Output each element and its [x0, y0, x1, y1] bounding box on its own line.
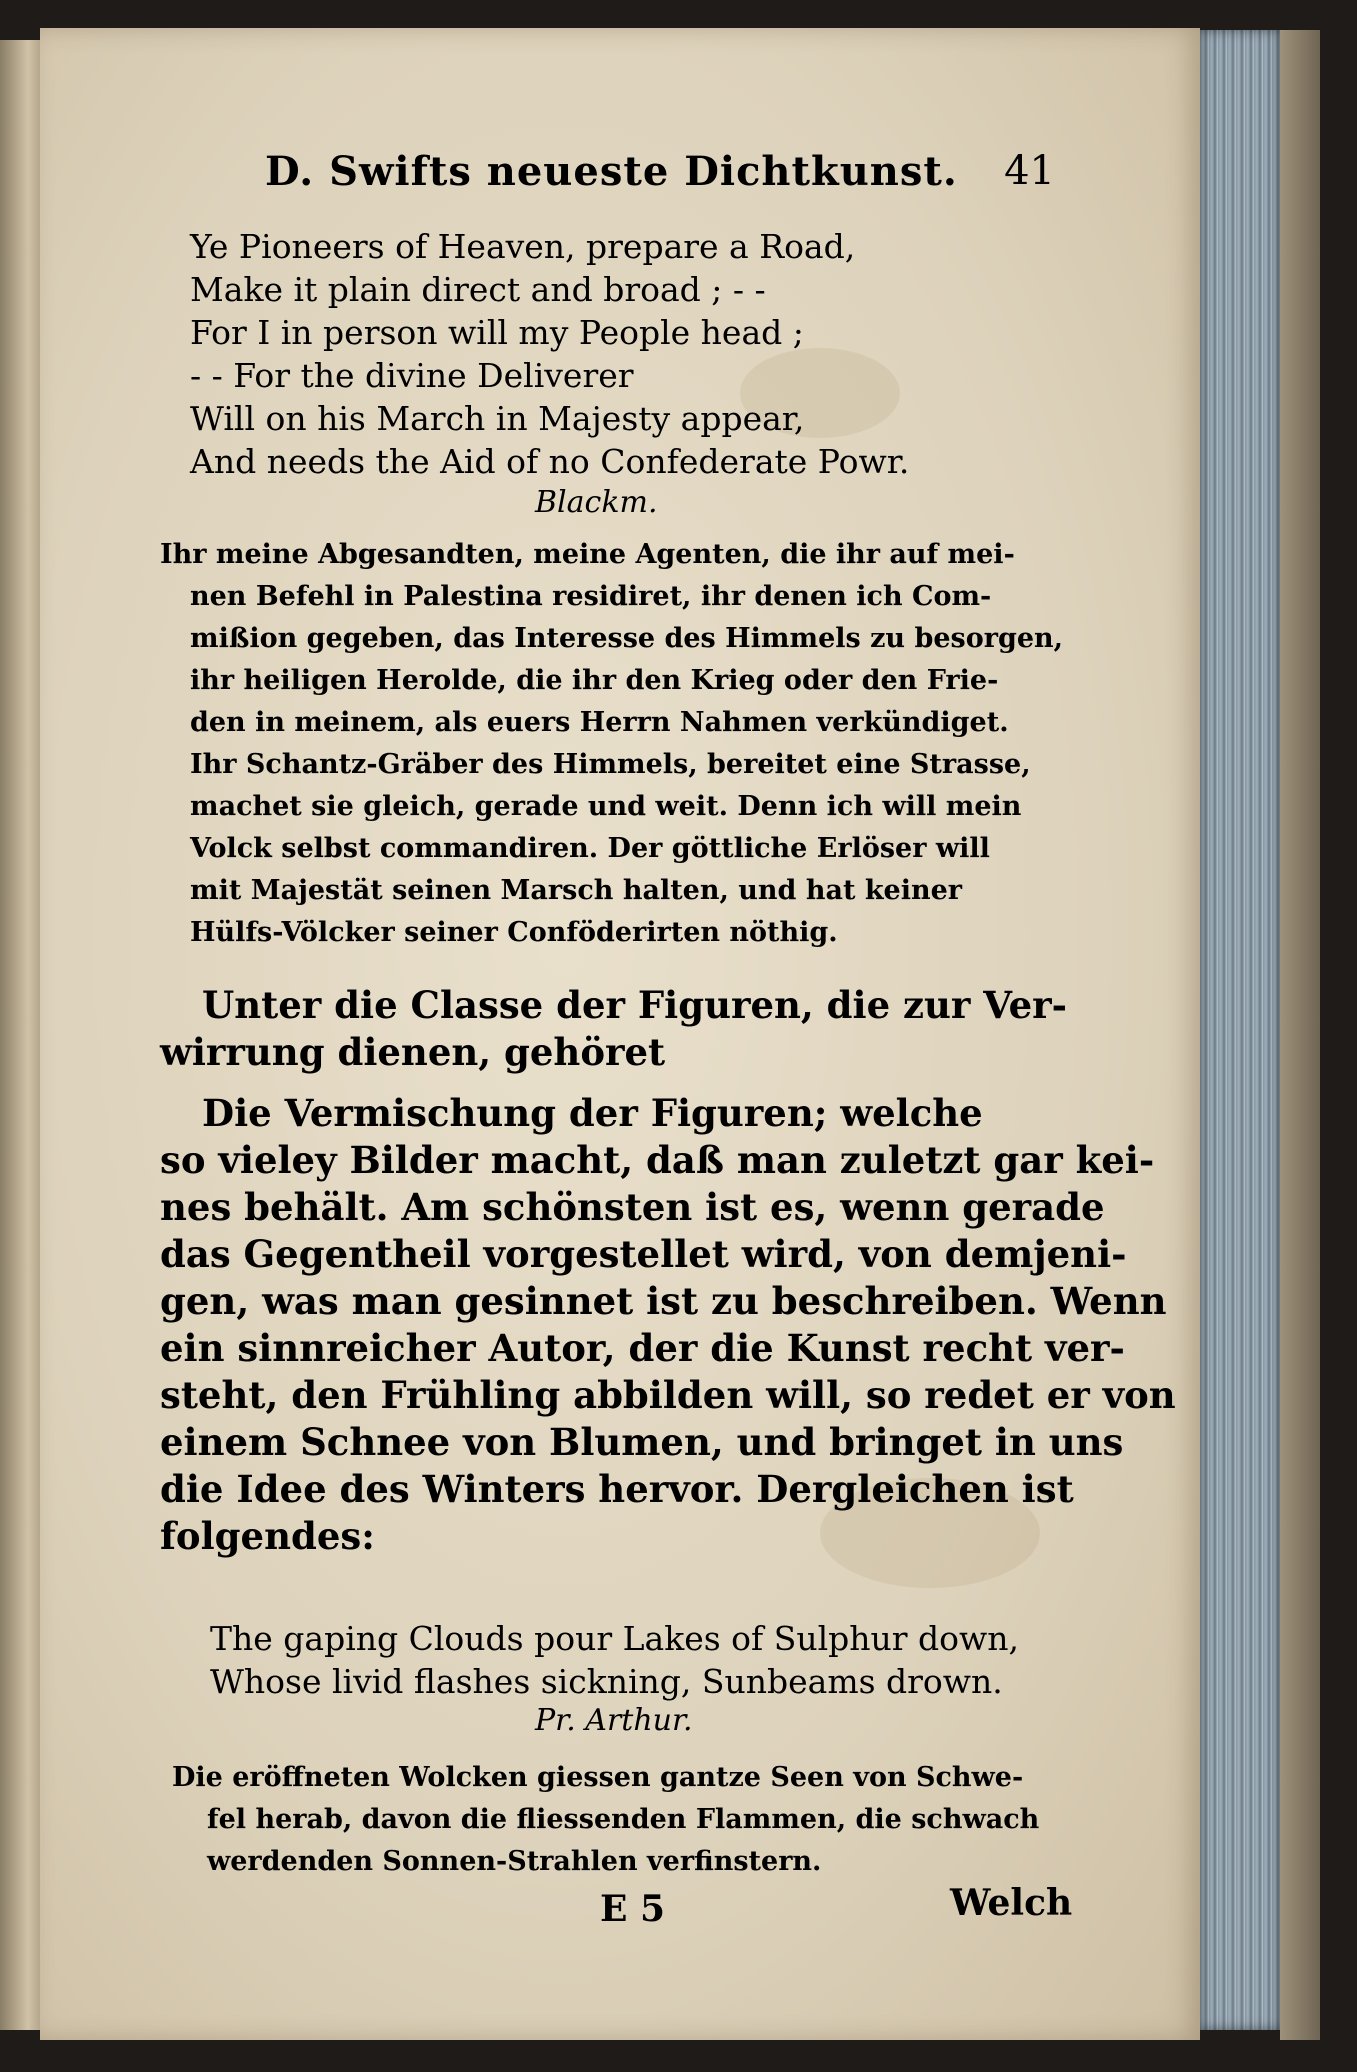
verse-line: Will on his March in Majesty appear, — [190, 399, 805, 438]
page-number: 41 — [1004, 148, 1055, 194]
german-translation-1 — [160, 534, 1063, 954]
text-line: wirrung dienen, gehöret — [160, 1030, 666, 1074]
attribution-arthur: Pr. Arthur. — [535, 1703, 693, 1738]
facing-page-edge — [0, 40, 40, 2030]
text-line: das Gegentheil vorgestellet wird, von demjeni- — [160, 1232, 1127, 1276]
text-line: Ihr meine Abgesandten, meine Agenten, die ihr auf mei- — [160, 539, 1015, 570]
running-title: D. Swifts neueste Dichtkunst. — [265, 148, 958, 195]
text-line: ihr heiligen Herolde, die ihr den Krieg oder den Frie- — [190, 665, 999, 696]
text-line: so vieley Bilder macht, daß man zuletzt gar kei- — [160, 1138, 1155, 1182]
text-line: steht, den Frühling abbilden will, so redet er von — [160, 1373, 1176, 1417]
book-cover-edge — [1280, 30, 1320, 2040]
body-text — [160, 982, 1176, 1560]
text-line: Hülfs-Völcker seiner Conföderirten nöthig. — [190, 917, 838, 948]
text-line: Unter die Classe der Figuren, die zur Ver- — [202, 983, 1068, 1027]
attribution-blackmore: Blackm. — [535, 485, 658, 520]
text-line: folgendes: — [160, 1514, 375, 1558]
text-line: nes behält. Am schönsten ist es, wenn gerade — [160, 1185, 1105, 1229]
text-line: werdenden Sonnen-Strahlen verfinstern. — [207, 1846, 822, 1877]
page-stack-edge — [1200, 30, 1280, 2030]
text-line: Ihr Schantz-Gräber des Himmels, bereitet eine Strasse, — [190, 749, 1031, 780]
text-line: den in meinem, als euers Herrn Nahmen verkündiget. — [190, 707, 1009, 738]
text-line: nen Befehl in Palestina residiret, ihr denen ich Com- — [190, 581, 992, 612]
text-line: mit Majestät seinen Marsch halten, und hat keiner — [190, 875, 962, 906]
text-line: ein sinnreicher Autor, der die Kunst recht ver- — [160, 1326, 1125, 1370]
page-header — [225, 148, 1055, 208]
text-line: mißion gegeben, das Interesse des Himmels zu besorgen, — [190, 623, 1064, 654]
text-line: einem Schnee von Blumen, und bringet in uns — [160, 1420, 1124, 1464]
text-line: machet sie gleich, gerade und weit. Denn ich will mein — [190, 791, 1022, 822]
verse-line: Whose livid flashes sickning, Sunbeams drown. — [210, 1662, 1003, 1701]
verse-line: Make it plain direct and broad ; - - — [190, 270, 766, 309]
text-line: Volck selbst commandiren. Der göttliche Erlöser will — [190, 833, 990, 864]
german-translation-2 — [172, 1757, 1039, 1883]
text-line: gen, was man gesinnet ist zu beschreiben. Wenn — [160, 1279, 1167, 1323]
verse-line: Ye Pioneers of Heaven, prepare a Road, — [190, 227, 856, 266]
signature-mark: E 5 — [600, 1888, 666, 1930]
english-verse-2 — [210, 1617, 1019, 1703]
verse-line: For I in person will my People head ; — [190, 313, 804, 352]
verse-line: The gaping Clouds pour Lakes of Sulphur down, — [210, 1619, 1020, 1658]
text-line: Die eröffneten Wolcken giessen gantze Seen von Schwe- — [172, 1762, 1024, 1793]
verse-line: And needs the Aid of no Confederate Powr. — [190, 442, 910, 481]
text-line: die Idee des Winters hervor. Dergleichen ist — [160, 1467, 1074, 1511]
section-heading: Die Vermischung der Figuren; welche — [202, 1091, 983, 1135]
catchword: Welch — [950, 1882, 1073, 1924]
text-line: fel herab, davon die fliessenden Flammen, die schwach — [207, 1804, 1040, 1835]
english-verse-1 — [190, 225, 909, 483]
verse-line: - - For the divine Deliverer — [190, 356, 634, 395]
